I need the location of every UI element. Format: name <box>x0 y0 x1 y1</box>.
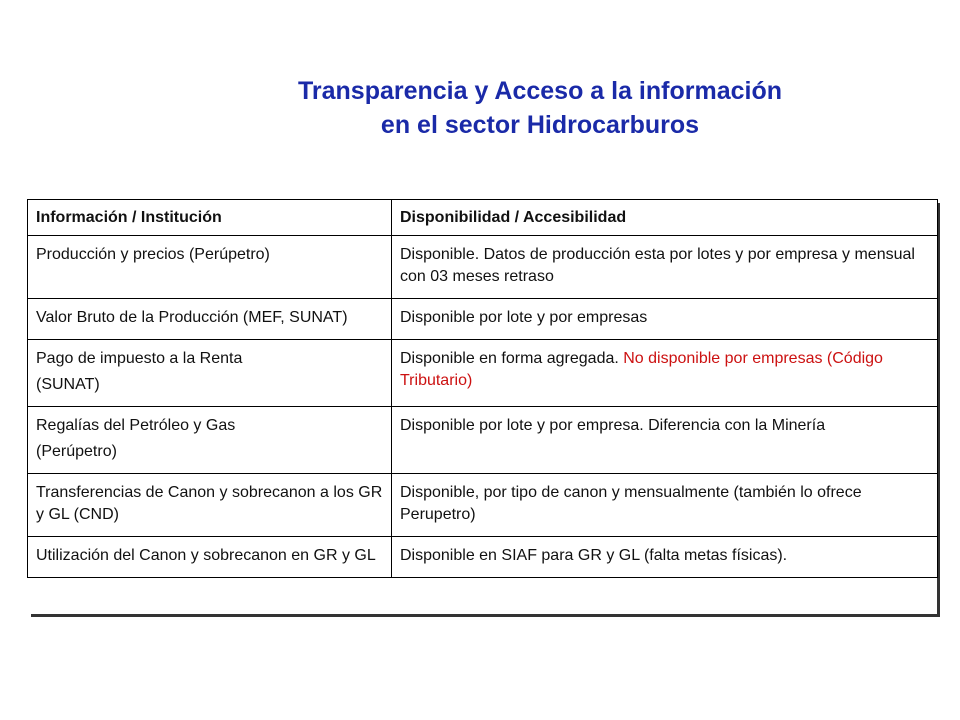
cell-information: Valor Bruto de la Producción (MEF, SUNAT) <box>28 299 392 340</box>
table-row <box>28 340 938 407</box>
availability-highlight-text: No disponible por empresas (Código Tributario) <box>400 350 883 389</box>
header-availability: Disponibilidad / Accesibilidad <box>392 200 938 236</box>
cell-availability: Disponible por lote y por empresa. Diferencia con la Minería <box>392 407 938 474</box>
cell-information: Utilización del Canon y sobrecanon en GR y GL <box>28 537 392 578</box>
slide-title <box>180 74 900 142</box>
cell-availability: Disponible por lote y por empresas <box>392 299 938 340</box>
table-row <box>28 299 938 340</box>
table-header-row <box>28 200 938 236</box>
cell-information: Transferencias de Canon y sobrecanon a los GR y GL (CND) <box>28 474 392 537</box>
information-table <box>27 199 938 578</box>
availability-text: Disponible en forma agregada. <box>400 350 624 367</box>
table-row <box>28 537 938 578</box>
cell-availability: Disponible. Datos de producción esta por lotes y por empresa y mensual con 03 meses retraso <box>392 236 938 299</box>
cell-availability: Disponible, por tipo de canon y mensualmente (también lo ofrece Perupetro) <box>392 474 938 537</box>
slide-title-line1: Transparencia y Acceso a la información <box>298 77 782 105</box>
slide-title-line2: en el sector Hidrocarburos <box>380 111 700 139</box>
cell-information-line1: Regalías del Petróleo y Gas <box>36 417 236 434</box>
cell-information-line2: (SUNAT) <box>36 376 100 393</box>
cell-information-line1: Pago de impuesto a la Renta <box>36 350 243 367</box>
cell-information <box>28 340 392 407</box>
cell-information <box>28 407 392 474</box>
table-row <box>28 407 938 474</box>
table-shadow-bottom <box>31 614 940 617</box>
cell-information: Producción y precios (Perúpetro) <box>28 236 392 299</box>
header-information: Información / Institución <box>28 200 392 236</box>
table-row <box>28 474 938 537</box>
table-row <box>28 236 938 299</box>
cell-availability: Disponible en SIAF para GR y GL (falta metas físicas). <box>392 537 938 578</box>
cell-information-line2: (Perúpetro) <box>36 443 117 460</box>
cell-availability <box>392 340 938 407</box>
